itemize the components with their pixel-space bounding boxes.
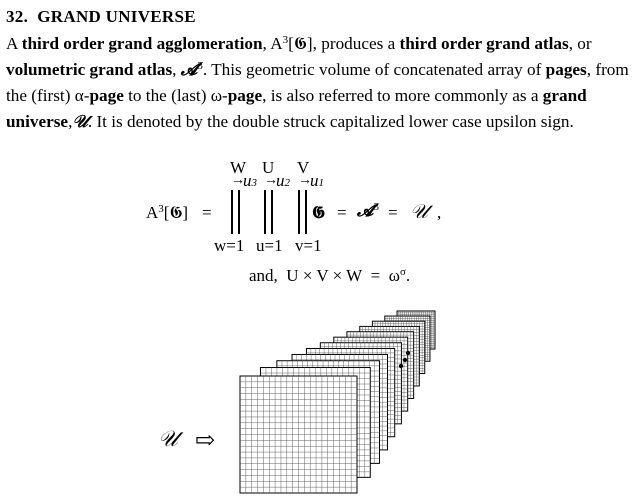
section-number: 32. (6, 7, 29, 26)
product-v-arrow: → (298, 173, 312, 188)
paragraph-segment: 𝒰 (72, 111, 88, 132)
product-u-bottom: u=1 (256, 236, 283, 255)
paragraph-segment: [𝕲], produces a (288, 34, 400, 53)
product-v-bottom: v=1 (295, 236, 322, 255)
paragraph-segment: 3 (197, 59, 203, 72)
equation-atlas: 𝓐$^3$ (357, 201, 379, 221)
ellipsis-dot (406, 351, 410, 355)
grid-page (240, 376, 357, 493)
paragraph-segment: 3 (282, 34, 289, 46)
illustration-arrow-icon: ⇨ (195, 428, 216, 454)
paragraph-segment: , is also referred to more commonly as a (262, 86, 543, 105)
equation-lhs: $A^3[𝕲]$ (146, 203, 189, 222)
equation-operand: 𝕲 (312, 203, 325, 222)
equation-equals-1: = (202, 203, 212, 222)
paragraph-segment: page (89, 86, 124, 105)
illustration-upsilon: 𝒰 (158, 427, 178, 452)
product-v-top: V (297, 158, 310, 177)
paragraph-segment: to the (last) ω- (123, 86, 228, 105)
product-w-bottom: w=1 (214, 236, 245, 255)
paragraph-segment: 𝓐 (180, 59, 198, 80)
paragraph-segment: . This geometric volume of concatenated array of (202, 59, 546, 79)
paragraph-segment: , from the (first) α- (6, 59, 629, 105)
equation-upsilon: 𝒰 (410, 199, 428, 223)
equation-equals-2: = (337, 203, 347, 222)
paragraph-segment: page (227, 86, 263, 105)
equation-equals-3: = (388, 203, 398, 222)
paragraph-segment: third order grand atlas (399, 34, 569, 53)
paragraph-segment: third order grand agglomeration (21, 34, 263, 53)
equation-comma: , (437, 203, 442, 222)
product-u-var: u2 (276, 171, 290, 190)
paragraph-segment: , A (262, 34, 283, 53)
paragraph-segment: grand universe (6, 86, 587, 131)
section-title: GRAND UNIVERSE (37, 7, 196, 26)
ellipsis-dot (403, 358, 407, 362)
product-w-var: u3 (243, 171, 257, 190)
paragraph-segment: pages (545, 59, 587, 79)
ellipsis-dot (399, 364, 403, 368)
paragraph-segment: , (172, 59, 181, 79)
paragraph-segment: , or (568, 34, 592, 53)
paragraph-segment: A (6, 34, 22, 53)
product-v-var: u1 (310, 171, 324, 190)
product-w-arrow: → (231, 173, 245, 188)
product-u-top: U (262, 158, 275, 177)
product-u-arrow: → (264, 173, 278, 188)
paragraph-segment: volumetric grand atlas (6, 59, 173, 79)
product-w-top: W (230, 158, 247, 177)
equation-2: and, $U \times V \times W = \omega^\sigma$. (249, 266, 411, 285)
paragraph-segment: , (68, 111, 73, 131)
paragraph-segment: . It is denoted by the double struck capitalized lower case upsilon sign. (87, 111, 574, 131)
